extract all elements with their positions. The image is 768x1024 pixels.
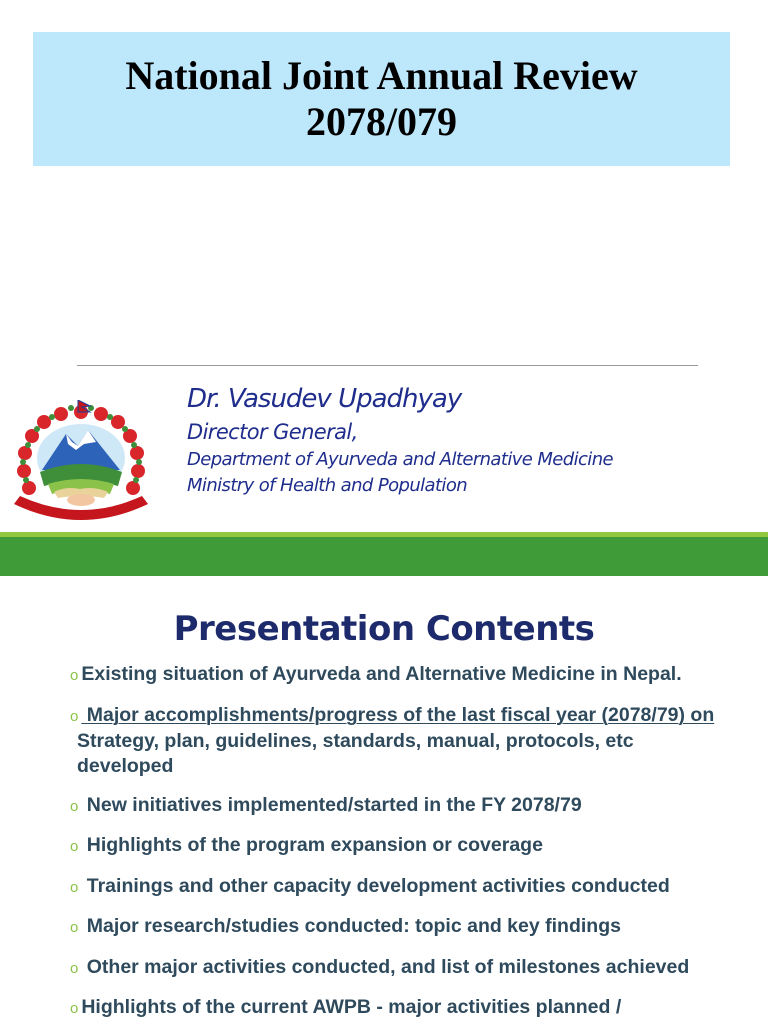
list-item-text: New initiatives implemented/started in the FY 2078/79 (81, 794, 582, 816)
slide-title-line2: 2078/079 (305, 99, 458, 144)
list-item-text: Highlights of the current AWPB - major activities planned / (81, 996, 622, 1018)
list-item-text: Major accomplishments/progress of the last fiscal year (2078/79) on (81, 704, 715, 726)
nepal-government-emblem-icon (6, 400, 156, 532)
presenter-ministry: Ministry of Health and Population (187, 475, 468, 496)
list-item-text: Highlights of the program expansion or coverage (81, 834, 543, 856)
list-item-text-continued: developed (77, 755, 174, 777)
presenter-department: Department of Ayurveda and Alternative Medicine (187, 449, 613, 470)
contents-slide (0, 576, 768, 1024)
title-box (33, 32, 730, 166)
presenter-role: Director General, (187, 420, 358, 444)
list-item (70, 914, 760, 940)
bullet-icon: o (70, 919, 79, 936)
bullet-icon: o (70, 667, 79, 684)
bullet-icon: o (70, 798, 79, 815)
bullet-icon: o (70, 1000, 79, 1017)
divider-line (77, 365, 698, 366)
list-item-text: Existing situation of Ayurveda and Alternative Medicine in Nepal. (81, 663, 682, 685)
list-item (70, 703, 760, 779)
bullet-icon: o (70, 838, 79, 855)
list-item (70, 874, 760, 900)
slide-title-line1: National Joint Annual Review (125, 53, 638, 98)
list-item (70, 662, 760, 688)
list-item-text: Trainings and other capacity development activities conducted (81, 875, 670, 897)
bullet-icon: o (70, 708, 79, 725)
list-item (70, 955, 760, 981)
footer-band-dark (0, 537, 768, 576)
bullet-icon: o (70, 879, 79, 896)
list-item-text: Other major activities conducted, and list of milestones achieved (81, 956, 690, 978)
list-item-text-continued: Strategy, plan, guidelines, standards, manual, protocols, etc (77, 730, 634, 752)
presenter-name: Dr. Vasudev Upadhyay (187, 384, 462, 414)
list-item-text: Major research/studies conducted: topic and key findings (81, 915, 621, 937)
bullet-icon: o (70, 960, 79, 977)
list-item (70, 995, 760, 1021)
list-item (70, 833, 760, 859)
list-item (70, 793, 760, 819)
presenter-block (187, 381, 613, 499)
contents-title: Presentation Contents (173, 609, 595, 649)
